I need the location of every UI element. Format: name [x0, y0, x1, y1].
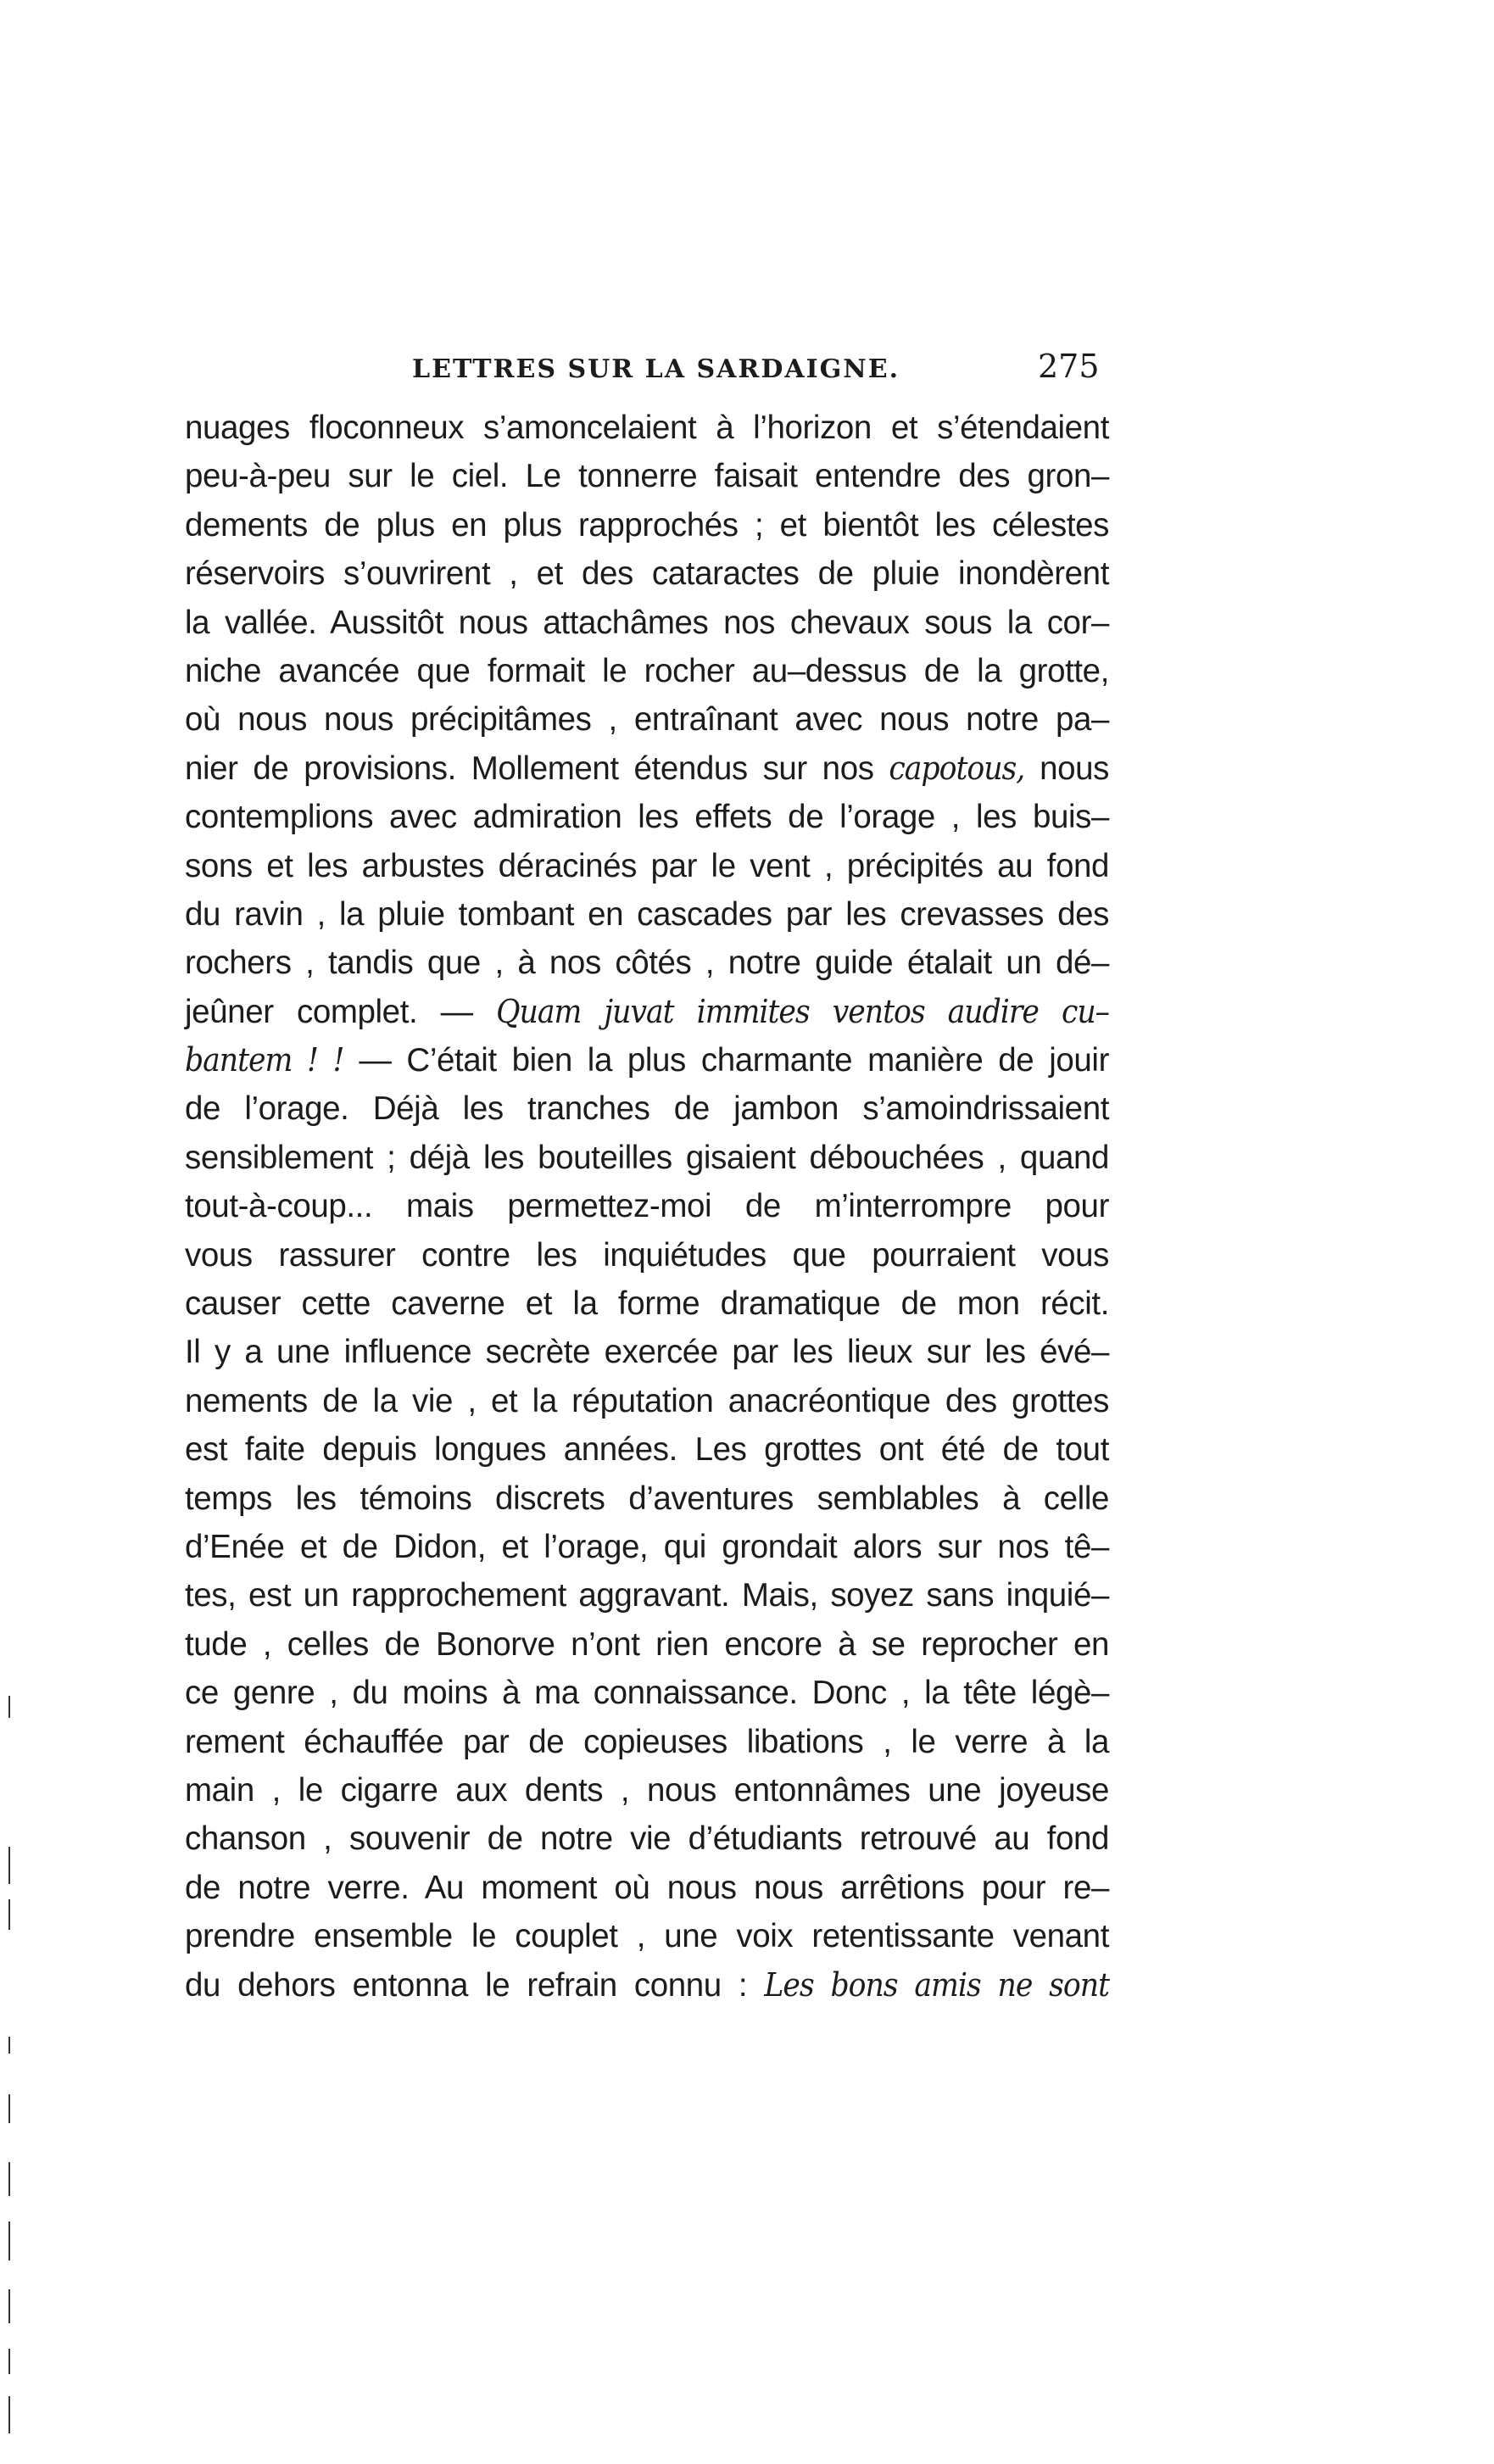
text-line — [185, 1912, 1109, 1960]
text-line — [185, 1766, 1109, 1815]
line-text: réservoirs s’ouvrirent , et des cataractes de pluie inondèrent — [185, 555, 1109, 593]
scan-edge-marks — [0, 0, 25, 2464]
running-title: LETTRES SUR LA SARDAIGNE. — [412, 354, 900, 384]
text-line — [185, 744, 1109, 793]
line-text: du ravin , la pluie tombant en cascades par les crevasses des — [185, 895, 1109, 933]
line-text: peu-à-peu sur le ciel. Le tonnerre faisait entendre des gron– — [185, 458, 1109, 495]
line-text: de l’orage. Déjà les tranches de jambon s’amoindrissaient — [185, 1090, 1109, 1128]
text-line — [185, 1474, 1109, 1523]
line-text: vous rassurer contre les inquiétudes que pourraient vous — [185, 1236, 1109, 1274]
text-line — [185, 1620, 1109, 1669]
text-line — [185, 1523, 1109, 1571]
line-text: rochers , tandis que , à nos côtés , notre guide étalait un dé– — [185, 945, 1109, 982]
line-text: sensiblement ; déjà les bouteilles gisaient débouchées , quand — [185, 1139, 1109, 1176]
italic-text: capotous, — [889, 749, 1025, 788]
line-text: Il y a une influence secrète exercée par les lieux sur les évé– — [185, 1334, 1109, 1371]
line-text: chanson , souvenir de notre vie d’étudiants retrouvé au fond — [185, 1820, 1109, 1858]
line-text: prendre ensemble le couplet , une voix retentissante venant — [185, 1918, 1109, 1955]
text-line — [185, 1231, 1109, 1279]
text-line — [185, 939, 1109, 987]
line-text: d’Enée et de Didon, et l’orage, qui grondait alors sur nos tê– — [185, 1528, 1109, 1565]
line-text: nous — [1024, 750, 1109, 787]
text-line — [185, 549, 1109, 598]
line-text: nements de la vie , et la réputation anacréontique des grottes — [185, 1382, 1109, 1419]
text-line — [185, 501, 1109, 549]
text-line — [185, 599, 1109, 647]
text-line — [185, 1864, 1109, 1912]
text-line — [185, 1377, 1109, 1425]
line-text: contemplions avec admiration les effets de l’orage , les buis– — [185, 799, 1109, 836]
line-text: tout-à-coup... mais permettez-moi de m’interrompre pour — [185, 1188, 1109, 1225]
text-line — [185, 1134, 1109, 1182]
line-text: — C’était bien la plus charmante manière de jouir — [343, 1042, 1109, 1079]
line-text: est faite depuis longues années. Les grottes ont été de tout — [185, 1431, 1109, 1469]
text-line — [185, 1571, 1109, 1619]
line-text: nuages floconneux s’amoncelaient à l’horizon et s’étendaient — [185, 410, 1109, 446]
text-line — [185, 647, 1109, 695]
line-text: sons et les arbustes déracinés par le vent , précipités au fond — [185, 847, 1109, 884]
italic-text: bantem ! ! — [185, 1041, 344, 1080]
line-text: où nous nous précipitâmes , entraînant avec nous notre pa– — [185, 701, 1109, 739]
text-line — [185, 1815, 1109, 1863]
line-text: niche avancée que formait le rocher au–dessus de la grotte, — [185, 652, 1109, 689]
line-text: jeûner complet. — — [185, 993, 497, 1030]
text-line — [185, 842, 1109, 890]
text-line — [185, 1182, 1109, 1230]
text-line — [185, 1084, 1109, 1133]
line-text: la vallée. Aussitôt nous attachâmes nos chevaux sous la cor– — [185, 604, 1109, 641]
line-text: ce genre , du moins à ma connaissance. Donc , la tête légè– — [185, 1675, 1109, 1712]
text-line — [185, 1961, 1109, 2010]
text-line — [185, 1328, 1109, 1376]
text-line — [185, 988, 1109, 1036]
line-text: rement échauffée par de copieuses libations , le verre à la — [185, 1723, 1109, 1760]
text-line — [185, 1036, 1109, 1084]
italic-text: Les bons amis ne sont — [764, 1965, 1109, 2004]
text-line — [185, 1718, 1109, 1766]
line-text: tude , celles de Bonorve n’ont rien encore à se reprocher en — [185, 1625, 1109, 1663]
line-text: tes, est un rapprochement aggravant. Mais, soyez sans inquié– — [185, 1577, 1109, 1614]
line-text: de notre verre. Au moment où nous nous arrêtions pour re– — [185, 1869, 1109, 1906]
page-number: 275 — [1038, 348, 1100, 385]
line-text: dements de plus en plus rapprochés ; et bientôt les célestes — [185, 506, 1109, 544]
text-line — [185, 1425, 1109, 1474]
line-text: causer cette caverne et la forme dramatique de mon récit. — [185, 1285, 1109, 1323]
line-text: nier de provisions. Mollement étendus sur nos — [185, 750, 889, 787]
text-line — [185, 695, 1109, 744]
text-line — [185, 890, 1109, 939]
body-text — [185, 404, 1109, 2010]
text-line — [185, 452, 1109, 500]
text-line — [185, 793, 1109, 841]
line-text: main , le cigarre aux dents , nous entonnâmes une joyeuse — [185, 1771, 1109, 1809]
text-line — [185, 404, 1109, 452]
line-text: du dehors entonna le refrain connu : — [185, 1966, 765, 2004]
text-line — [185, 1279, 1109, 1328]
text-line — [185, 1669, 1109, 1717]
line-text: temps les témoins discrets d’aventures semblables à celle — [185, 1480, 1109, 1517]
italic-text: Quam juvat immites ventos audire cu– — [496, 992, 1109, 1031]
